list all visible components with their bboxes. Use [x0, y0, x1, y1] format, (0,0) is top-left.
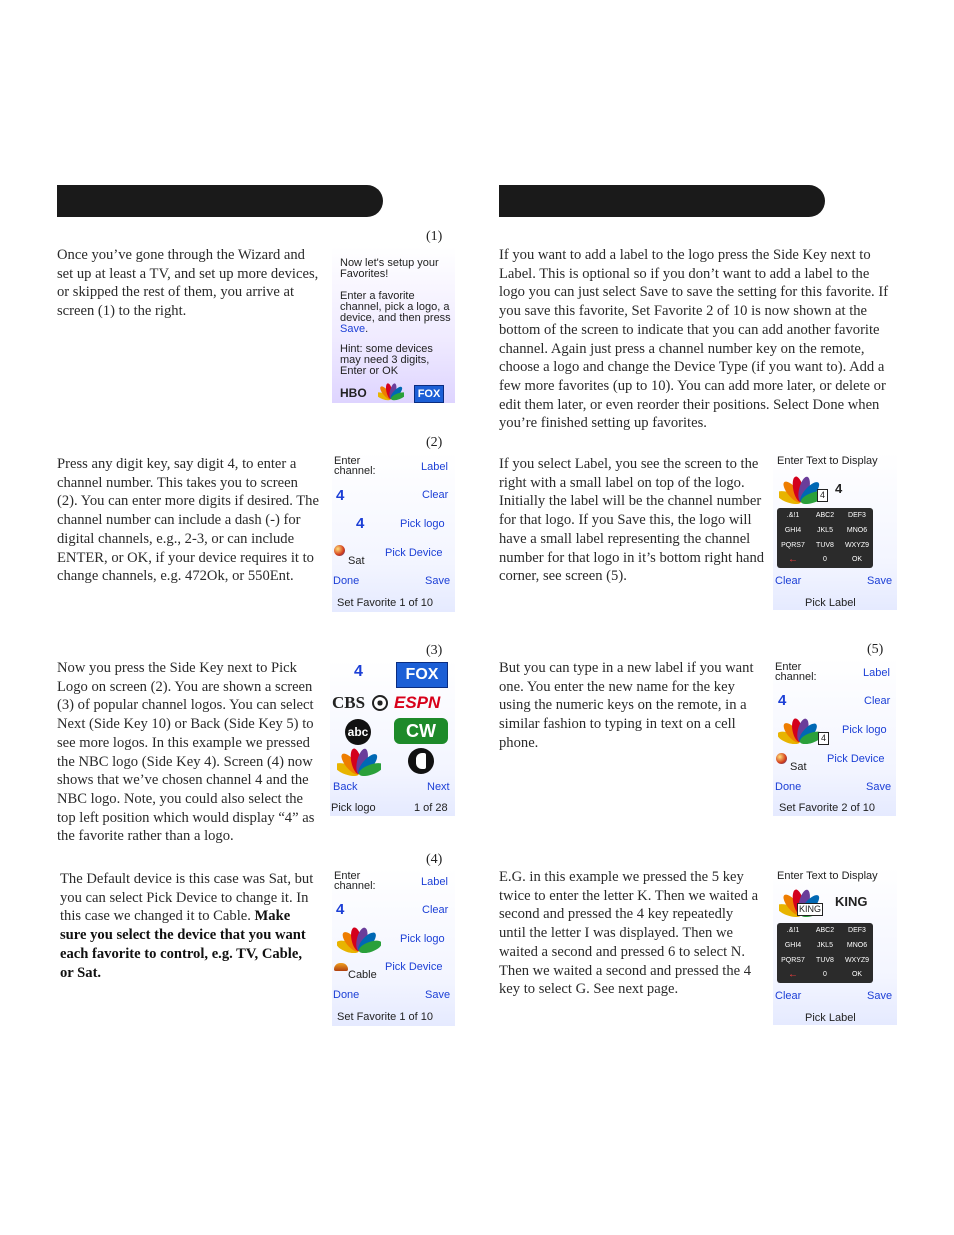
paragraph-type-label: But you can type in a new label if you want one. You enter the new name for the key using the numeric keys on the remote, in a similar fashion to typing in text on a cell phone. [499, 660, 754, 751]
channel-number-display: 4 [778, 692, 787, 709]
pick-device-button[interactable]: Pick Device [385, 961, 443, 973]
paragraph-select-label: If you select Label, you see the screen to the right with a small label on top of the logo. Initially the label will be the channel number for that logo. If you Save this, the logo will have a small label representing the channel number for that logo in it’s bottom right hand corner, see screen (5). [499, 456, 765, 585]
device-sat-label: Sat [348, 555, 365, 567]
paragraph-wizard: Once you’ve gone through the Wizard and set up at least a TV, and set up more devices, or skipped the rest of them, you arrive at screen (1) to the right. [57, 247, 319, 320]
screen1-title: Now let's setup your Favorites! [340, 257, 439, 280]
screen-number-3: (3) [426, 643, 443, 658]
key-3[interactable]: DEF3 [848, 927, 866, 934]
text-keypad[interactable] [777, 923, 873, 983]
screen-number-2: (2) [426, 435, 443, 450]
done-button[interactable]: Done [333, 989, 360, 1001]
label-button[interactable]: Label [863, 667, 890, 679]
screen-enter-text-king [773, 867, 897, 1025]
screen1-hint: Hint: some devices may need 3 digits, Enter or OK [340, 343, 433, 377]
paragraph-digit-key: Press any digit key, say digit 4, to enter a channel number. This takes you to screen (2). You can enter more digits if desired. The channel number can include a dash (-) for digital channels, e.g., 2-3, or can include ENTER, or OK, if your device requires it to change channels, e.g. 472Ok, or 550Ent. [57, 456, 319, 585]
screen1-save-word: Save [340, 323, 366, 335]
paragraph-default-device: The Default device is this case was Sat, but you can select Pick Device to change it. In this case we changed it to Cable. Make sure you select the device that you want each favorite to control, e.g. TV, Cable, or Sat. [60, 871, 314, 981]
clear-button[interactable]: Clear [422, 904, 449, 916]
screen-number-4: (4) [426, 852, 443, 867]
key-9[interactable]: WXYZ9 [844, 957, 870, 964]
key-6[interactable]: MNO6 [846, 942, 868, 949]
bold-note: Make sure you select the device that you want each favorite to control, e.g. TV, Cable, or Sat. [60, 908, 306, 981]
set-favorite-status: Set Favorite 2 of 10 [779, 802, 875, 814]
cbs-eye-icon [372, 695, 388, 711]
key-1[interactable]: .&!1 [786, 512, 800, 519]
key-backspace[interactable]: ← [788, 969, 798, 980]
pick-label-title: Pick Label [805, 1012, 856, 1024]
clear-button[interactable]: Clear [775, 990, 802, 1002]
device-cable-label: Cable [348, 969, 377, 981]
key-ok[interactable]: OK [851, 971, 863, 978]
back-button[interactable]: Back [333, 781, 358, 793]
key-7[interactable]: PQRS7 [781, 542, 805, 549]
device-sat-label: Sat [790, 761, 807, 773]
screen-5-label [773, 658, 896, 816]
section-header-bar-right [499, 185, 825, 217]
screen-1-welcome [332, 247, 455, 403]
screen-enter-text-4 [773, 452, 897, 610]
paragraph-king-example: E.G. in this example we pressed the 5 key twice to enter the letter K. Then we waited a second and pressed the 4 key repeatedly until the letter I was displayed. Then we waited a second and pressed 6 to select N. Then we waited a second and pressed the 4 key to select G. See next page. [499, 869, 759, 998]
text-keypad[interactable] [777, 508, 873, 568]
save-button[interactable]: Save [867, 575, 893, 587]
done-button[interactable]: Done [775, 781, 802, 793]
clear-button[interactable]: Clear [422, 489, 449, 501]
key-ok[interactable]: OK [851, 556, 863, 563]
save-button[interactable]: Save [866, 781, 892, 793]
espn-logo-option[interactable]: ESPN [394, 693, 441, 712]
nbc-peacock-icon [378, 383, 404, 401]
key-6[interactable]: MNO6 [846, 527, 868, 534]
label-badge: KING [799, 904, 822, 914]
key-4[interactable]: GHI4 [784, 942, 802, 949]
enter-channel-label: Enter channel: [334, 870, 376, 892]
label-value: 4 [835, 481, 843, 496]
label-button[interactable]: Label [421, 876, 448, 888]
key-3[interactable]: DEF3 [848, 512, 866, 519]
label-value: KING [835, 894, 868, 909]
cbs-logo-option[interactable]: CBS [332, 693, 366, 712]
pick-label-title: Pick Label [805, 597, 856, 609]
done-button[interactable]: Done [333, 575, 360, 587]
cw-logo-option[interactable]: CW [394, 718, 448, 744]
enter-channel-label: Enter channel: [334, 455, 376, 477]
pick-logo-button[interactable]: Pick logo [400, 933, 445, 945]
save-button[interactable]: Save [425, 989, 451, 1001]
fox-logo: FOX [414, 385, 444, 403]
channel-logo-number: 4 [356, 515, 365, 532]
enter-text-title: Enter Text to Display [777, 870, 878, 882]
clear-button[interactable]: Clear [775, 575, 802, 587]
abc-logo-option[interactable]: abc [345, 719, 371, 745]
section-header-bar-left [57, 185, 383, 217]
paragraph-pick-logo: Now you press the Side Key next to Pick Logo on screen (2). You are shown a screen (3) of popular channel logos. You can select Next (Side Key 10) or Back (Side Key 5) to see more logos. In this example we pressed the NBC logo (Side Key 4). Screen (4) now shows that we’ve chosen channel 4 and the NBC logo. Note, you could also select the top left position which would display “4” as the favorite rather than a logo. [57, 660, 315, 845]
channel-badge: 4 [818, 732, 829, 745]
paragraph-label-intro: If you want to add a label to the logo press the Side Key next to Label. This is optional so if you don’t want to add a label to the logo you can just select Save to save the setting for this favorite. If you save this favorite, Set Favorite 2 of 10 is now shown at the bottom of the screen to indicate that you can add another favorite channel. Again just press a channel number key on the remote, choose a logo and change the Device Type (if you want to). Add a few more favorites (up to 10). You can add more later, or delete or edit them later, or even reorder their positions. Select Done when you’re finished setting up favorites. [499, 247, 889, 432]
pbs-face-icon [416, 753, 426, 769]
key-8[interactable]: TUV8 [816, 542, 834, 549]
key-5[interactable]: JKL5 [817, 527, 833, 534]
hbo-logo: HBO [340, 386, 367, 400]
next-button[interactable]: Next [427, 781, 450, 793]
screen-2-enter-channel [332, 452, 455, 612]
pick-logo-title: Pick logo [331, 802, 376, 814]
enter-channel-label: Enter channel: [775, 661, 817, 683]
screen-3-pick-logo [330, 660, 455, 816]
key-0[interactable]: 0 [823, 556, 827, 563]
key-1[interactable]: .&!1 [786, 927, 800, 934]
channel-number-display: 4 [336, 487, 345, 504]
number-logo-option[interactable]: 4 [354, 663, 363, 680]
fox-logo-option[interactable]: FOX [396, 662, 448, 688]
pick-logo-button[interactable]: Pick logo [400, 518, 445, 530]
screen-number-1: (1) [426, 229, 443, 244]
screen-number-5: (5) [867, 642, 884, 657]
pick-device-button[interactable]: Pick Device [385, 547, 443, 559]
set-favorite-status: Set Favorite 1 of 10 [337, 597, 433, 609]
save-button[interactable]: Save [867, 990, 893, 1002]
cable-device-icon [334, 963, 348, 971]
logo-page-indicator: 1 of 28 [414, 802, 448, 814]
label-button[interactable]: Label [421, 461, 448, 473]
key-8[interactable]: TUV8 [816, 957, 834, 964]
key-backspace[interactable]: ← [788, 554, 798, 565]
key-4[interactable]: GHI4 [784, 527, 802, 534]
key-2[interactable]: ABC2 [815, 927, 835, 934]
key-7[interactable]: PQRS7 [781, 957, 805, 964]
key-5[interactable]: JKL5 [817, 942, 833, 949]
set-favorite-status: Set Favorite 1 of 10 [337, 1011, 433, 1023]
key-2[interactable]: ABC2 [815, 512, 835, 519]
nbc-peacock-icon [778, 716, 822, 744]
channel-number-display: 4 [336, 901, 345, 918]
clear-button[interactable]: Clear [864, 695, 891, 707]
label-badge: 4 [817, 489, 828, 502]
nbc-peacock-icon[interactable] [337, 746, 381, 776]
save-button[interactable]: Save [425, 575, 451, 587]
sat-device-icon [776, 753, 787, 764]
enter-text-title: Enter Text to Display [777, 455, 878, 467]
key-0[interactable]: 0 [823, 971, 827, 978]
key-9[interactable]: WXYZ9 [844, 542, 870, 549]
pick-device-button[interactable]: Pick Device [827, 753, 885, 765]
sat-device-icon [334, 545, 345, 556]
screen-4-cable [332, 868, 455, 1026]
pick-logo-button[interactable]: Pick logo [842, 724, 887, 736]
screen1-body: Enter a favorite channel, pick a logo, a device, and then press Save. [340, 290, 451, 335]
nbc-peacock-icon [337, 925, 381, 953]
